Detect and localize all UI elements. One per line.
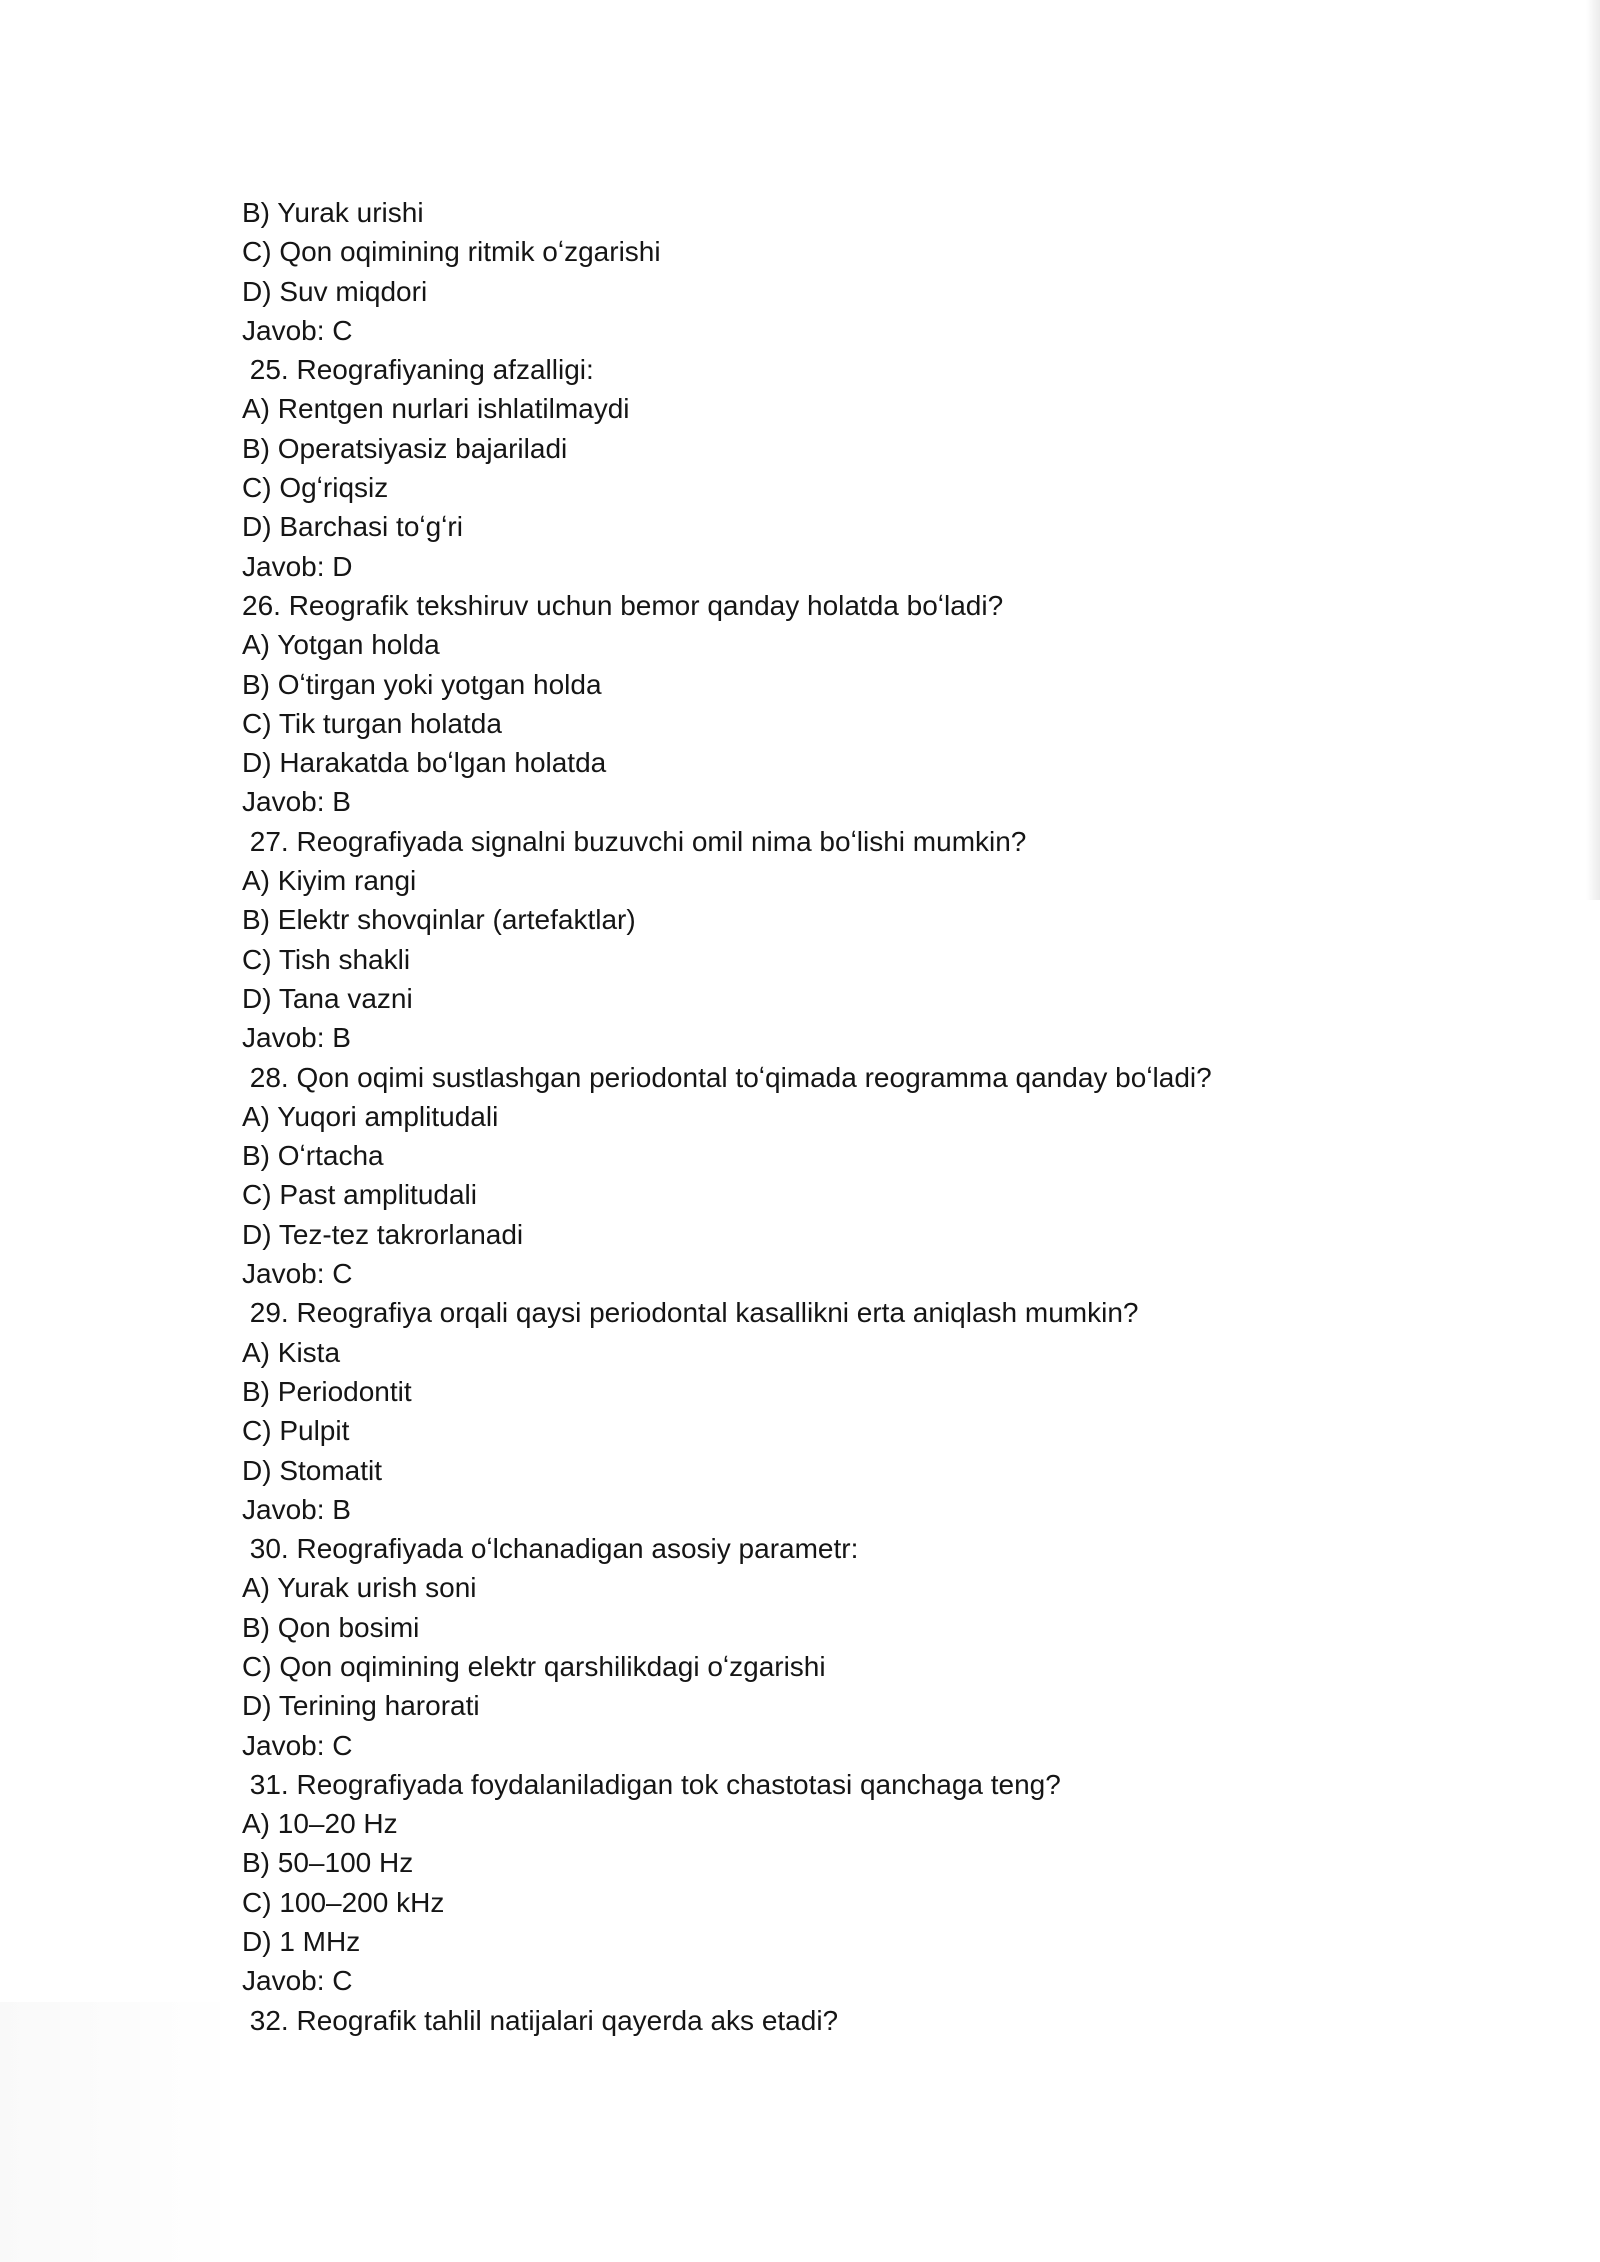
option-line: B) Oʻrtacha (242, 1140, 384, 1172)
option-line: D) Terining harorati (242, 1690, 480, 1722)
option-line: C) Tish shakli (242, 943, 411, 975)
option-line: B) Operatsiyasiz bajariladi (242, 432, 568, 464)
option-line: C) Pulpit (242, 1415, 350, 1447)
question-30 (242, 1529, 1542, 1765)
option-line: C) Ogʻriqsiz (242, 472, 389, 504)
answer-line: Javob: B (242, 1493, 351, 1525)
page-edge-shadow-left (0, 2002, 240, 2262)
option-line: B) Qon bosimi (242, 1611, 420, 1643)
option-line: A) Yotgan holda (242, 629, 440, 661)
question-29 (242, 1293, 1542, 1529)
question-28 (242, 1058, 1542, 1294)
answer-line: Javob: B (242, 786, 351, 818)
option-line: D) 1 MHz (242, 1926, 361, 1958)
option-line: D) Stomatit (242, 1454, 383, 1486)
answer-line: Javob: C (242, 1965, 353, 1997)
option-line: B) Oʻtirgan yoki yotgan holda (242, 668, 602, 700)
option-line: A) Yurak urish soni (242, 1572, 477, 1604)
question-32 (242, 2001, 1542, 2040)
option-line: A) Rentgen nurlari ishlatilmaydi (242, 393, 630, 425)
option-line: B) Periodontit (242, 1375, 412, 1407)
option-line: A) 10–20 Hz (242, 1808, 398, 1840)
option-line: D) Tana vazni (242, 982, 413, 1014)
continued-question-options (242, 193, 1542, 350)
option-line: A) Kista (242, 1336, 341, 1368)
document-page-body (242, 193, 1542, 2040)
option-line: C) Past amplitudali (242, 1179, 477, 1211)
answer-line: Javob: C (242, 314, 353, 346)
option-line: D) Suv miqdori (242, 275, 428, 307)
question-title: 26. Reografik tekshiruv uchun bemor qanday holatda boʻladi? (242, 589, 1004, 621)
option-line: C) Tik turgan holatda (242, 707, 502, 739)
option-line: D) Barchasi toʻgʻri (242, 511, 463, 543)
question-26 (242, 586, 1542, 822)
option-line: C) Qon oqimining elektr qarshilikdagi oʻzgarishi (242, 1650, 826, 1682)
option-line: A) Kiyim rangi (242, 865, 417, 897)
option-line: D) Harakatda boʻlgan holatda (242, 747, 607, 779)
question-title: 25. Reografiyaning afzalligi: (242, 354, 594, 386)
option-line: D) Tez-tez takrorlanadi (242, 1218, 524, 1250)
question-title: 28. Qon oqimi sustlashgan periodontal toʻqimada reogramma qanday boʻladi? (242, 1061, 1212, 1093)
question-title: 32. Reografik tahlil natijalari qayerda aks etadi? (242, 2004, 839, 2036)
option-line: B) Yurak urishi (242, 197, 424, 228)
option-line: A) Yuqori amplitudali (242, 1100, 499, 1132)
question-31 (242, 1765, 1542, 2001)
option-line: C) Qon oqimining ritmik oʻzgarishi (242, 236, 661, 268)
answer-line: Javob: D (242, 550, 353, 582)
answer-line: Javob: B (242, 1022, 351, 1054)
option-line: B) 50–100 Hz (242, 1847, 414, 1879)
option-line: B) Elektr shovqinlar (artefaktlar) (242, 904, 636, 936)
answer-line: Javob: C (242, 1729, 353, 1761)
question-title: 27. Reografiyada signalni buzuvchi omil nima boʻlishi mumkin? (242, 825, 1027, 857)
question-title: 29. Reografiya orqali qaysi periodontal kasallikni erta aniqlash mumkin? (242, 1297, 1139, 1329)
option-line: C) 100–200 kHz (242, 1886, 445, 1918)
answer-line: Javob: C (242, 1258, 353, 1290)
question-25 (242, 350, 1542, 586)
question-title: 30. Reografiyada oʻlchanadigan asosiy parametr: (242, 1533, 859, 1565)
question-title: 31. Reografiyada foydalaniladigan tok chastotasi qanchaga teng? (242, 1768, 1061, 1800)
page-edge-shadow-right (1586, 0, 1600, 900)
question-27 (242, 822, 1542, 1058)
